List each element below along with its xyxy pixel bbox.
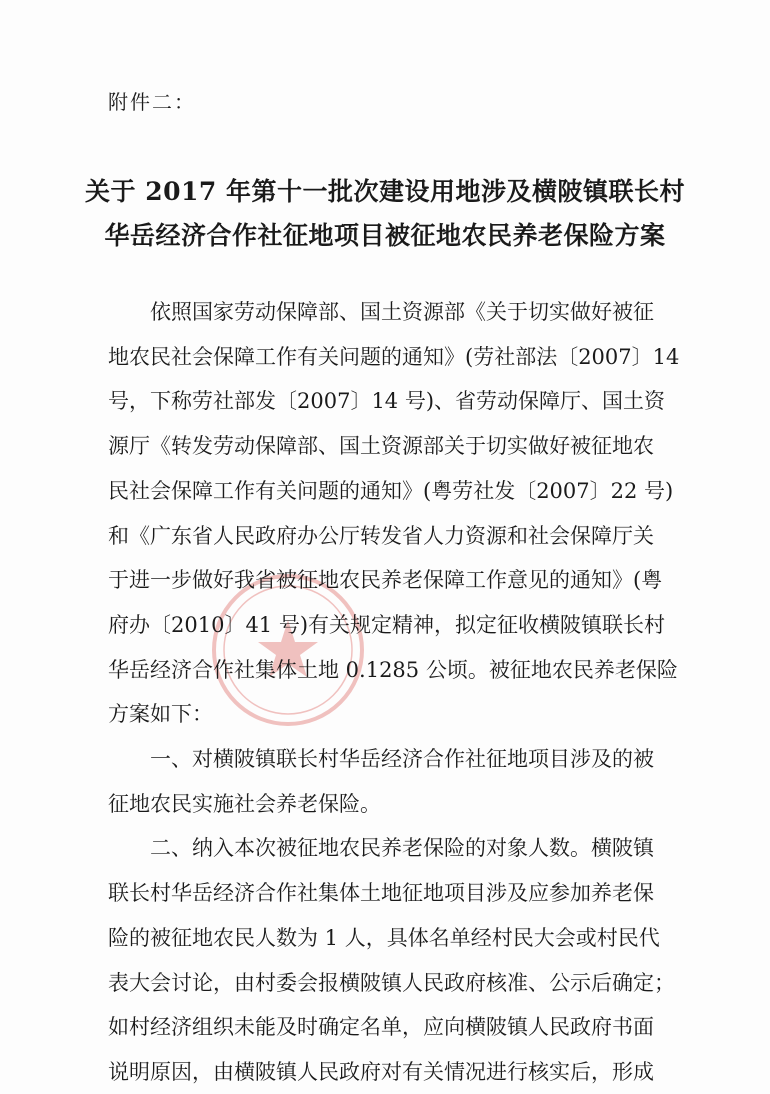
body-line: 号，下称劳社部发〔2007〕14 号)、省劳动保障厅、国土资 <box>108 389 666 414</box>
document-title-line-2: 华岳经济合作社征地项目被征地农民养老保险方案 <box>104 221 666 250</box>
body-line: 说明原因，由横陂镇人民政府对有关情况进行核实后，形成 <box>108 1060 654 1084</box>
body-line: 二、纳入本次被征地农民养老保险的对象人数。横陂镇 <box>108 836 654 861</box>
body-line: 险的被征地农民人数为 1 人，具体名单经村民大会或村民代 <box>108 925 660 950</box>
body-line: 民社会保障工作有关问题的通知》(粤劳社发〔2007〕22 号) <box>108 478 674 503</box>
body-line: 和《广东省人民政府办公厅转发省人力资源和社会保障厅关 <box>108 523 654 548</box>
document-title-line-1: 关于 2017 年第十一批次建设用地涉及横陂镇联长村 <box>85 177 685 206</box>
body-line: 表大会讨论，由村委会报横陂镇人民政府核准、公示后确定； <box>108 970 675 995</box>
attachment-label: 附件二： <box>108 90 196 114</box>
body-line: 源厅《转发劳动保障部、国土资源部关于切实做好被征地农 <box>108 434 654 459</box>
body-line: 华岳经济合作社集体土地 0.1285 公顷。被征地农民养老保险 <box>108 657 678 682</box>
body-line: 地农民社会保障工作有关问题的通知》(劳社部法〔2007〕14 <box>108 344 680 369</box>
body-line: 征地农民实施社会养老保险。 <box>108 791 381 816</box>
body-line: 依照国家劳动保障部、国土资源部《关于切实做好被征 <box>108 300 654 324</box>
body-line: 联长村华岳经济合作社集体土地征地项目涉及应参加养老保 <box>108 881 654 906</box>
body-line: 方案如下： <box>108 702 213 727</box>
body-line: 于进一步做好我省被征地农民养老保障工作意见的通知》(粤 <box>108 568 663 593</box>
body-line: 如村经济组织未能及时确定名单，应向横陂镇人民政府书面 <box>108 1015 654 1040</box>
body-line: 一、对横陂镇联长村华岳经济合作社征地项目涉及的被 <box>108 747 654 772</box>
body-line: 府办〔2010〕41 号)有关规定精神，拟定征收横陂镇联长村 <box>108 612 666 637</box>
